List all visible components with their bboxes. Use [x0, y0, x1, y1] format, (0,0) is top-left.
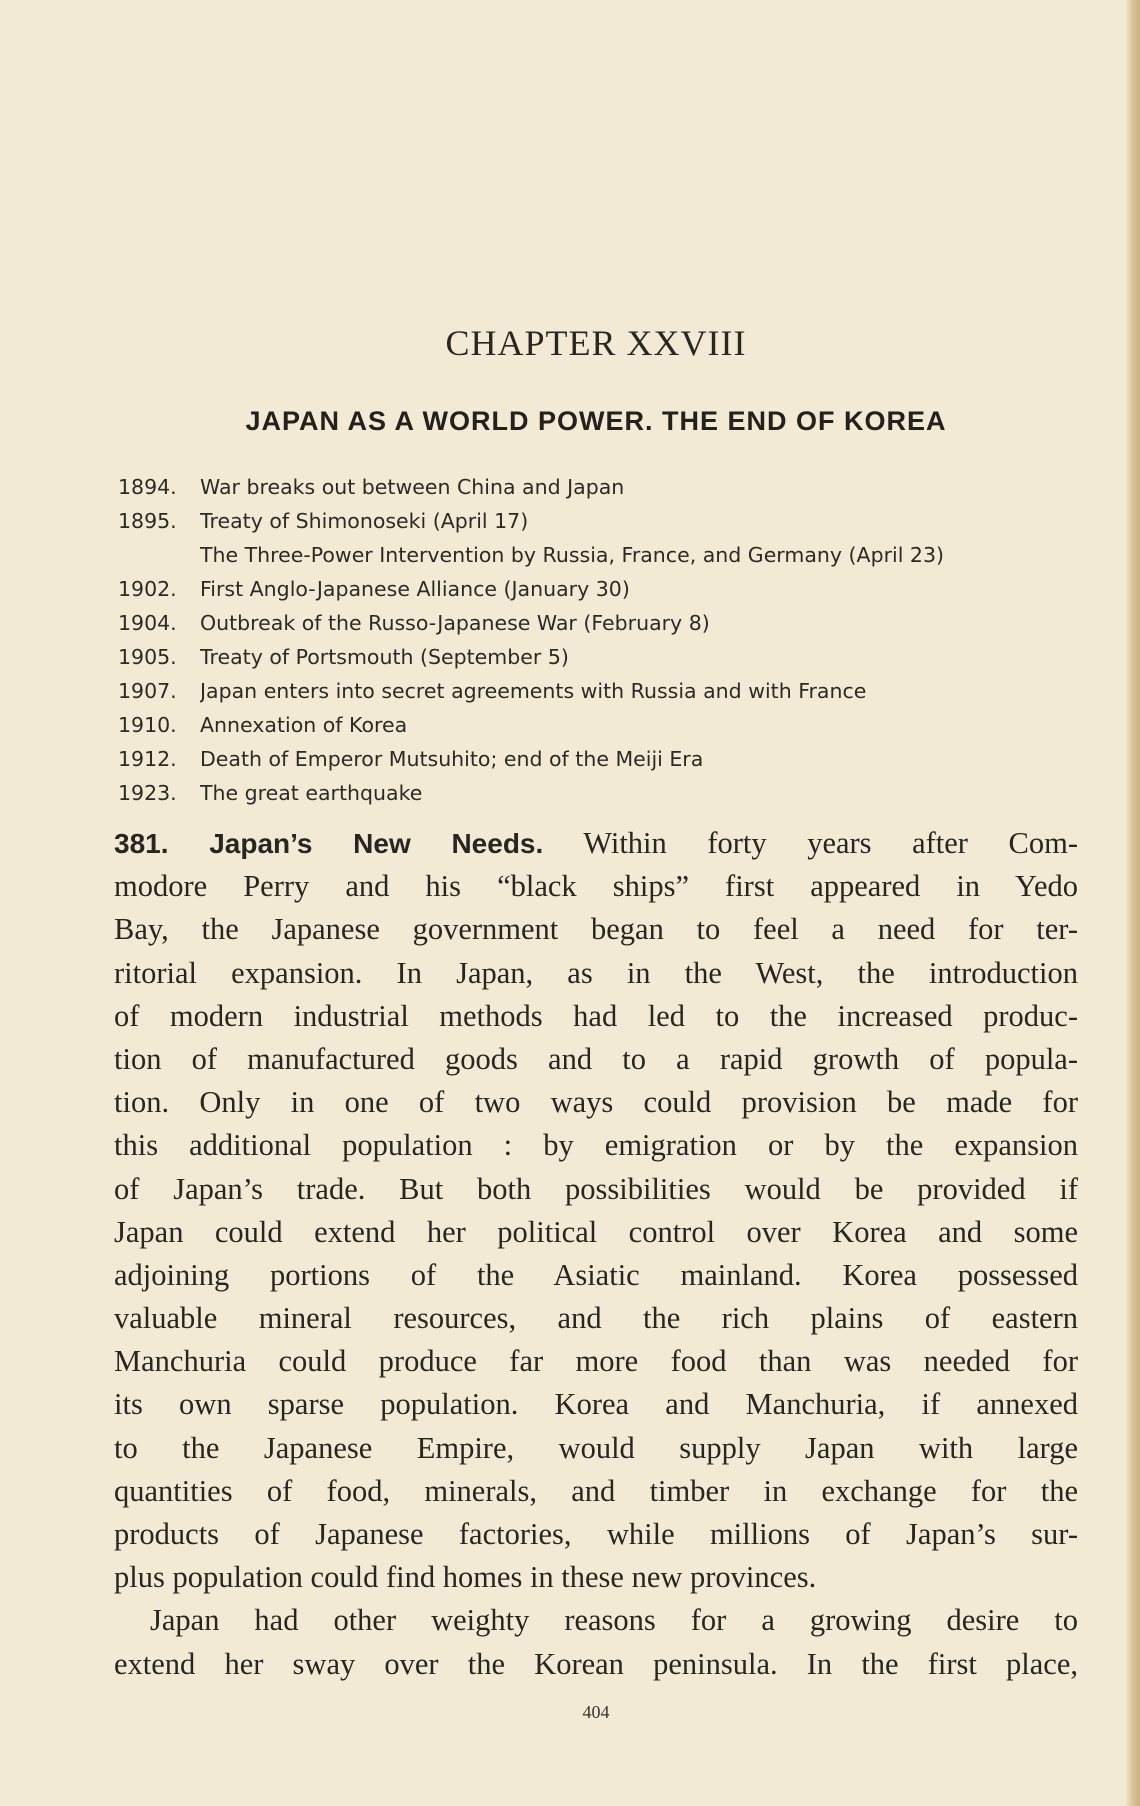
- chronology-event: Japan enters into secret agreements with Russia and with France: [200, 679, 867, 703]
- chronology-event: The Three-Power Intervention by Russia, France, and Germany (April 23): [200, 543, 944, 567]
- body-line: tion of manufactured goods and to a rapid growth of popula-: [114, 1041, 1078, 1076]
- body-line: this additional population : by emigration or by the expansion: [114, 1128, 1078, 1163]
- body-line: Bay, the Japanese government began to feel a need for ter-: [114, 912, 1078, 947]
- chronology-entry: [118, 606, 1078, 640]
- page-number: 404: [582, 1702, 610, 1722]
- body-line: quantities of food, minerals, and timber in exchange for the: [114, 1473, 1078, 1508]
- chronology-year: 1904.: [118, 611, 177, 635]
- chronology-entry: [118, 674, 1078, 708]
- page-edge: [1126, 0, 1140, 1806]
- chronology-event: Annexation of Korea: [200, 713, 408, 737]
- section-heading: 381. Japan’s New Needs.: [114, 828, 544, 859]
- body-line: adjoining portions of the Asiatic mainland. Korea possessed: [114, 1257, 1078, 1292]
- chronology-entry: [118, 470, 1078, 504]
- chronology-year: 1923.: [118, 781, 177, 805]
- chronology-year: 1902.: [118, 577, 177, 601]
- chronology-year: 1912.: [118, 747, 177, 771]
- body-line: its own sparse population. Korea and Manchuria, if annexed: [114, 1387, 1078, 1422]
- body-line: to the Japanese Empire, would supply Japan with large: [114, 1430, 1078, 1465]
- section-body: [114, 822, 1078, 1686]
- body-line: Japan could extend her political control over Korea and some: [114, 1214, 1078, 1249]
- body-line-text: Within forty years after Com-: [583, 826, 1079, 860]
- chronology-event: The great earthquake: [200, 781, 423, 805]
- chronology-entry: [118, 572, 1078, 606]
- chronology-list: [118, 470, 1078, 810]
- chronology-event: Death of Emperor Mutsuhito; end of the Meiji Era: [200, 747, 704, 771]
- body-line: valuable mineral resources, and the rich plains of eastern: [114, 1301, 1078, 1336]
- chronology-year: 1894.: [118, 475, 177, 499]
- chronology-year: 1910.: [118, 713, 177, 737]
- body-line: tion. Only in one of two ways could provision be made for: [114, 1085, 1078, 1120]
- chronology-event: Treaty of Shimonoseki (April 17): [200, 509, 529, 533]
- chronology-year: 1907.: [118, 679, 177, 703]
- chronology-entry: [118, 776, 1078, 810]
- chronology-event: Outbreak of the Russo-Japanese War (February 8): [200, 611, 710, 635]
- body-line: extend her sway over the Korean peninsula. In the first place,: [114, 1646, 1078, 1681]
- chronology-event: War breaks out between China and Japan: [200, 475, 625, 499]
- body-line: of Japan’s trade. But both possibilities would be provided if: [114, 1171, 1078, 1206]
- chronology-entry: [118, 708, 1078, 742]
- chronology-year: [118, 538, 200, 572]
- chapter-title: JAPAN AS A WORLD POWER. THE END OF KOREA: [245, 406, 947, 436]
- chronology-year: 1895.: [118, 509, 177, 533]
- chronology-entry: [118, 504, 1078, 538]
- body-line: [114, 822, 1078, 865]
- body-line: of modern industrial methods had led to the increased produc-: [114, 998, 1078, 1033]
- chronology-event: First Anglo-Japanese Alliance (January 30): [200, 577, 630, 601]
- chronology-entry: [118, 742, 1078, 776]
- chapter-number: CHAPTER XXVIII: [445, 323, 747, 363]
- chronology-entry: [118, 640, 1078, 674]
- chronology-entry: [118, 538, 1078, 572]
- body-line: modore Perry and his “black ships” first appeared in Yedo: [114, 869, 1078, 904]
- body-line: Manchuria could produce far more food than was needed for: [114, 1344, 1078, 1379]
- body-line: ritorial expansion. In Japan, as in the West, the introduction: [114, 955, 1078, 990]
- body-line: products of Japanese factories, while millions of Japan’s sur-: [114, 1517, 1078, 1551]
- chronology-event: Treaty of Portsmouth (September 5): [200, 645, 569, 669]
- chronology-year: 1905.: [118, 645, 177, 669]
- body-line: plus population could find homes in these new provinces.: [114, 1560, 817, 1595]
- body-line: Japan had other weighty reasons for a growing desire to: [150, 1603, 1078, 1638]
- book-page: [114, 0, 1078, 1806]
